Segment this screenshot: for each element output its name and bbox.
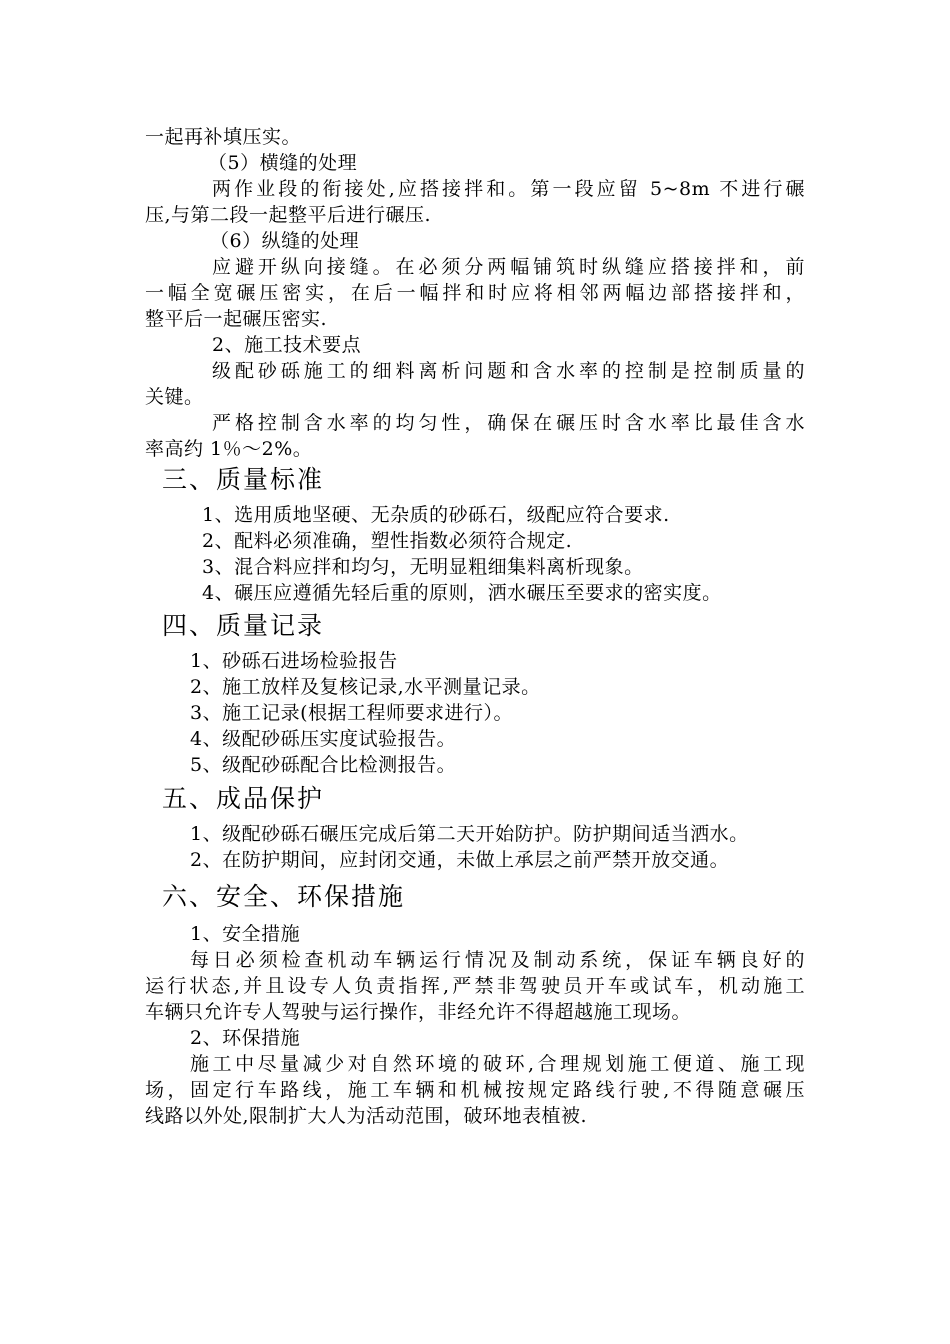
list-item: 5、级配砂砾配合比检测报告。 <box>190 754 457 776</box>
item5-title: （5）横缝的处理 <box>208 152 358 174</box>
safety-body-line: 每日必须检查机动车辆运行情况及制动系统，保证车辆良好的 <box>190 949 805 971</box>
list-item: 4、碾压应遵循先轻后重的原则，洒水碾压至要求的密实度。 <box>202 582 722 604</box>
env-body-line: 施工中尽量减少对自然环境的破环,合理规划施工便道、施工现 <box>190 1053 805 1075</box>
section-heading: 五、成品保护 <box>162 784 325 813</box>
tech-body-line: 严格控制含水率的均匀性，确保在碾压时含水率比最佳含水 <box>212 412 805 434</box>
tech-body-line: 级配砂砾施工的细料离析问题和含水率的控制是控制质量的 <box>212 360 805 382</box>
section-heading: 四、质量记录 <box>162 611 325 640</box>
item6-body-line: 应避开纵向接缝。在必须分两幅铺筑时纵缝应搭接拌和，前 <box>212 256 805 278</box>
item6-body-line: 整平后一起碾压密实. <box>145 308 328 330</box>
item5-body-line: 压,与第二段一起整平后进行碾压. <box>145 204 432 226</box>
env-body-line: 场，固定行车路线，施工车辆和机械按规定路线行驶,不得随意碾压 <box>145 1079 805 1101</box>
list-item: 3、施工记录(根据工程师要求进行）。 <box>190 702 514 724</box>
continuation-line: 一起再补填压实。 <box>145 126 302 148</box>
env-body-line: 线路以外处,限制扩大人为活动范围，破环地表植被. <box>145 1105 588 1127</box>
item6-title: （6）纵缝的处理 <box>210 230 360 252</box>
list-item: 2、在防护期间，应封闭交通，未做上承层之前严禁开放交通。 <box>190 849 730 871</box>
list-item: 2、配料必须准确，塑性指数必须符合规定. <box>202 530 573 552</box>
subsection-title: 2、环保措施 <box>190 1027 301 1049</box>
item6-body-line: 一幅全宽碾压密实，在后一幅拌和时应将相邻两幅边部搭接拌和， <box>145 282 805 304</box>
subsection-title: 1、安全措施 <box>190 923 301 945</box>
list-item: 1、选用质地坚硬、无杂质的砂砾石，级配应符合要求. <box>202 504 670 526</box>
section-heading: 三、质量标准 <box>162 465 325 494</box>
list-item: 1、级配砂砾石碾压完成后第二天开始防护。防护期间适当洒水。 <box>190 823 749 845</box>
section-heading: 六、安全、环保措施 <box>162 882 406 911</box>
list-item: 4、级配砂砾压实度试验报告。 <box>190 728 457 750</box>
tech-title: 2、施工技术要点 <box>212 334 362 356</box>
safety-body-line: 运行状态,并且设专人负责指挥,严禁非驾驶员开车或试车，机动施工 <box>145 975 805 997</box>
list-item: 3、混合料应拌和均匀，无明显粗细集料离析现象。 <box>202 556 644 578</box>
list-item: 1、砂砾石进场检验报告 <box>190 650 398 672</box>
tech-body-line: 率高约 1％～2%。 <box>145 438 313 460</box>
tech-body-line: 关键。 <box>145 386 204 408</box>
list-item: 2、施工放样及复核记录,水平测量记录。 <box>190 676 541 698</box>
safety-body-line: 车辆只允许专人驾驶与运行操作，非经允许不得超越施工现场。 <box>145 1001 692 1023</box>
item5-body-line: 两作业段的衔接处,应搭接拌和。第一段应留 5~8m 不进行碾 <box>212 178 805 200</box>
